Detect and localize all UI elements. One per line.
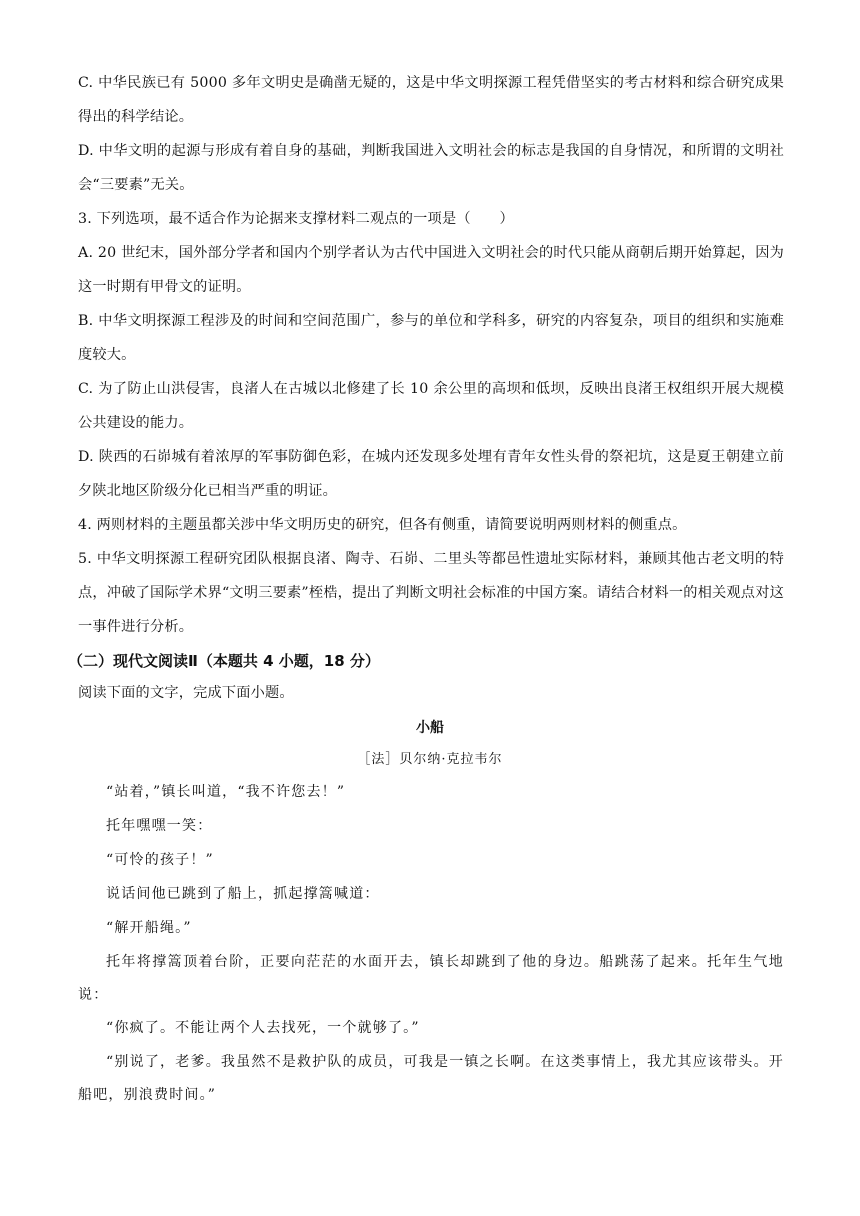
reading-instruction: 阅读下面的文字，完成下面小题。 <box>78 685 294 701</box>
option-3b: B. 中华文明探源工程涉及的时间和空间范围广，参与的单位和学科多，研究的内容复杂，项目的组织和实施难度较大。 <box>78 313 784 363</box>
story-paragraph: 托年嘿嘿一笑： <box>106 818 213 834</box>
option-3a: A. 20 世纪末，国外部分学者和国内个别学者认为古代中国进入文明社会的时代只能从商朝后期开始算起，因为这一时期有甲骨文的证明。 <box>78 245 784 295</box>
option-3c: C. 为了防止山洪侵害，良渚人在古城以北修建了长 10 余公里的高坝和低坝，反映出良渚王权组织开展大规模公共建设的能力。 <box>78 381 784 431</box>
option-3d: D. 陕西的石峁城有着浓厚的军事防御色彩，在城内还发现多处埋有青年女性头骨的祭祀坑，这是夏王朝建立前夕陕北地区阶级分化已相当严重的明证。 <box>78 449 784 499</box>
story-author: ［法］贝尔纳·克拉韦尔 <box>357 752 503 767</box>
story-paragraph: “站着，”镇长叫道，“我不许您去！” <box>106 784 346 800</box>
option-2c: C. 中华民族已有 5000 多年文明史是确凿无疑的，这是中华文明探源工程凭借坚实的考古材料和综合研究成果得出的科学结论。 <box>78 75 784 125</box>
story-paragraph: “你疯了。不能让两个人去找死，一个就够了。” <box>106 1020 420 1036</box>
question-5: 5. 中华文明探源工程研究团队根据良渚、陶寺、石峁、二里头等都邑性遗址实际材料，兼顾其他古老文明的特点，冲破了国际学术界“文明三要素”桎梏，提出了判断文明社会标准的中国方案。请结合材料一的相关观点对这一事件进行分析。 <box>78 551 784 635</box>
story-paragraph: “解开船绳。” <box>106 920 192 936</box>
story-title: 小船 <box>416 720 444 736</box>
story-paragraph: 说话间他已跳到了船上，抓起撑篙喊道： <box>106 886 380 902</box>
question-3-stem: 3. 下列选项，最不适合作为论据来支撑材料二观点的一项是（ ） <box>78 211 514 227</box>
question-4: 4. 两则材料的主题虽都关涉中华文明历史的研究，但各有侧重，请简要说明两则材料的侧重点。 <box>78 517 687 533</box>
story-paragraph: “可怜的孩子！” <box>106 852 214 868</box>
story-paragraph: 托年将撑篙顶着台阶，正要向茫茫的水面开去，镇长却跳到了他的身边。船跳荡了起来。托年生气地说： <box>78 954 784 1003</box>
story-paragraph: “别说了，老爹。我虽然不是救护队的成员，可我是一镇之长啊。在这类事情上，我尤其应该带头。开船吧，别浪费时间。” <box>78 1054 784 1103</box>
section-heading: （二）现代文阅读Ⅱ（本题共 4 小题，18 分） <box>68 652 380 670</box>
option-2d: D. 中华文明的起源与形成有着自身的基础，判断我国进入文明社会的标志是我国的自身情况，和所谓的文明社会“三要素”无关。 <box>78 143 784 193</box>
